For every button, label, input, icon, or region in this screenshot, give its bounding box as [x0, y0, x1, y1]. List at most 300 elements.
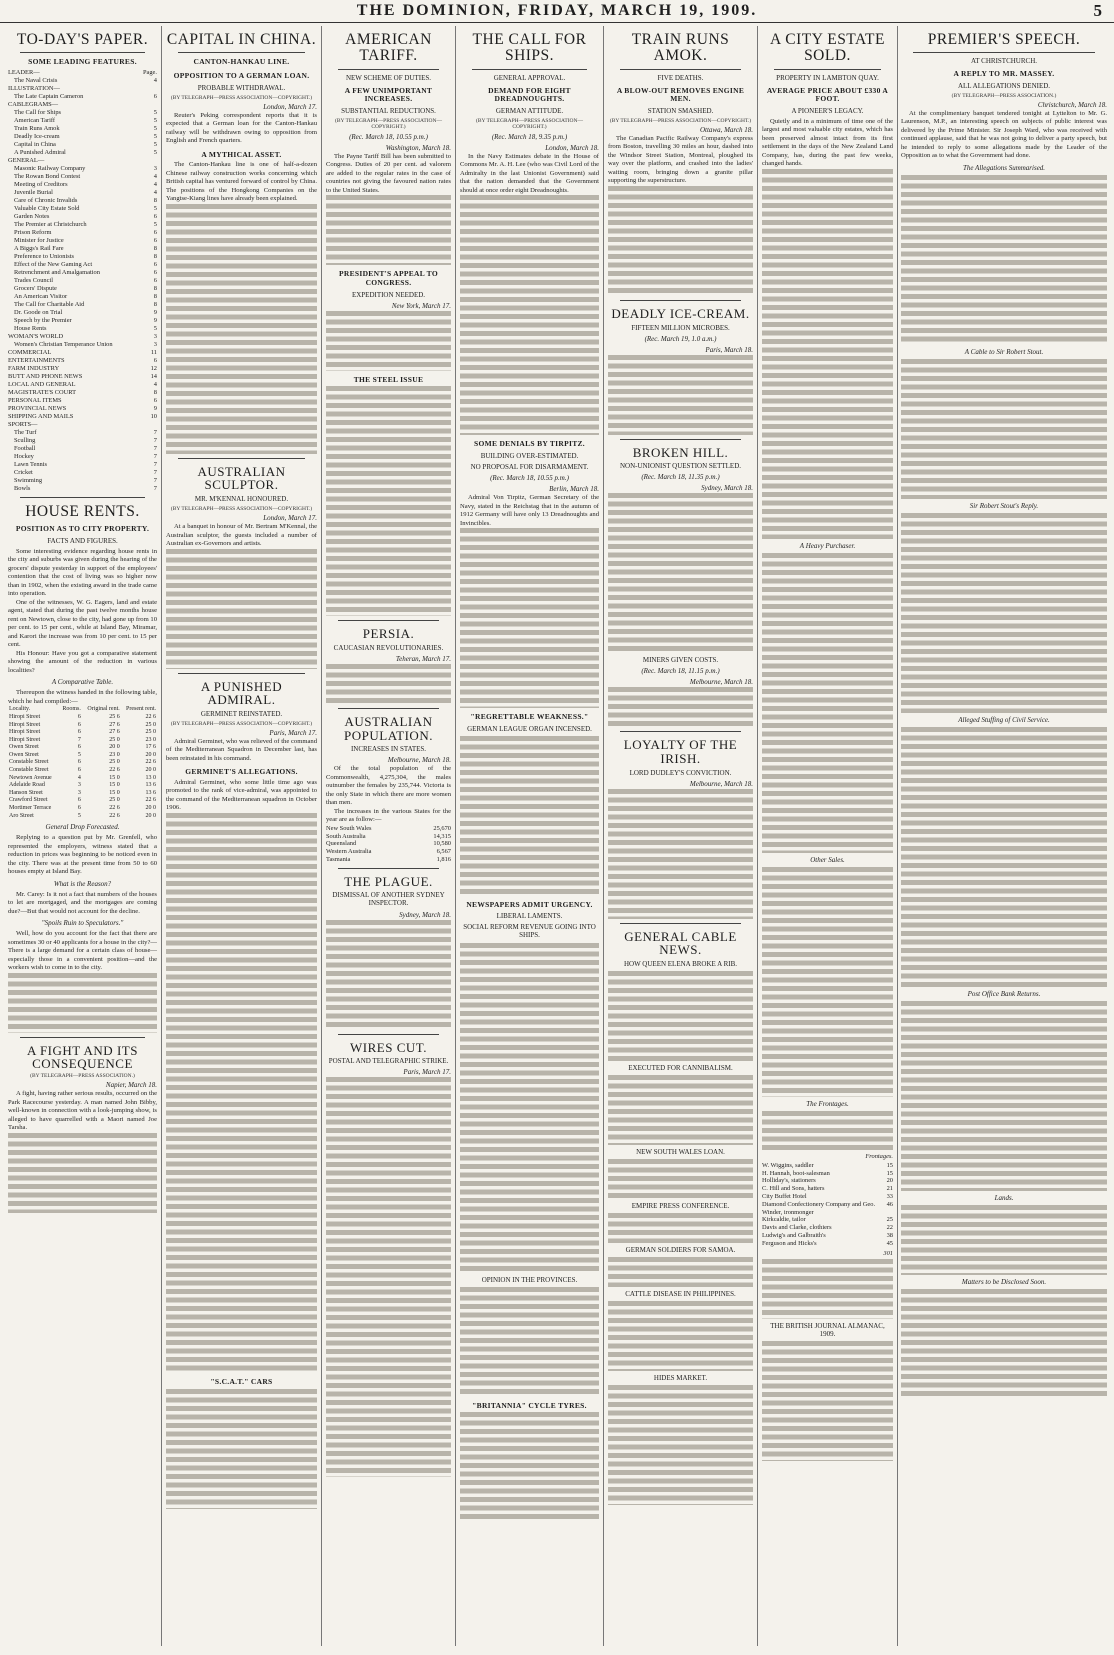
- toc-item-page: 4: [153, 76, 157, 84]
- fight-heading: A FIGHT AND ITS CONSEQUENCE: [27, 1042, 138, 1072]
- list-item-label: Tasmania: [326, 856, 351, 863]
- dateline: London, March 17.: [263, 514, 317, 523]
- table-row: [8, 805, 157, 813]
- toc-item: [8, 309, 157, 317]
- table-cell: Hiropi Street: [9, 736, 41, 743]
- article-text-block: [762, 1111, 893, 1151]
- toc-item-page: 10: [150, 412, 157, 420]
- toc-item-label: Trades Council: [14, 276, 53, 284]
- table-cell: 13 0: [145, 774, 156, 781]
- table-cell: Crawford Street: [9, 797, 48, 804]
- article-text-block: [460, 195, 599, 435]
- toc-item: [8, 149, 157, 157]
- table-row: [8, 722, 157, 730]
- australian-population-heading: AUSTRALIAN POPULATION.: [344, 713, 433, 743]
- table-row: [8, 813, 157, 821]
- toc-item-label: PROVINCIAL NEWS: [8, 404, 67, 412]
- toc-item-page: 7: [153, 468, 157, 476]
- toc-item-page: 5: [153, 220, 157, 228]
- column-4: [456, 26, 604, 1646]
- table-cell: 6: [77, 805, 81, 812]
- article-text-block: [762, 1259, 893, 1319]
- table-cell: 25 0: [145, 721, 156, 728]
- house-rents-heading: HOUSE RENTS.: [25, 502, 140, 520]
- toc-item: [8, 77, 157, 85]
- table-cell: 6: [77, 759, 81, 766]
- call-for-ships-heading: THE CALL FOR SHIPS.: [472, 31, 587, 65]
- toc-item-page: 5: [153, 108, 157, 116]
- subheading: EXECUTED FOR CANNIBALISM.: [628, 1063, 733, 1072]
- masthead-title: THE DOMINION, FRIDAY, MARCH 19, 1909.: [356, 2, 758, 19]
- toc-item: [8, 453, 157, 461]
- article-text-block: [901, 1205, 1107, 1275]
- toc-item-label: Masonic Railway Company: [14, 164, 86, 172]
- subheading: CATTLE DISEASE IN PHILIPPINES.: [625, 1290, 736, 1299]
- table-row: [8, 775, 157, 783]
- dateline: Sydney, March 18.: [701, 484, 753, 493]
- dateline: London, March 17.: [263, 102, 317, 111]
- article-paragraph: In the Navy Estimates debate in the House of Commons Mr. A. H. Lee (who was Civil Lord of the Admiralty in the last Unionist Government) said that the nation demanded that the Government should at once order eight Dreadnoughts.: [460, 152, 599, 194]
- subheading: NEW SCHEME OF DUTIES.: [345, 73, 432, 82]
- subheading: MR. M'KENNAL HONOURED.: [194, 494, 289, 503]
- table-cell: 22 6: [145, 759, 156, 766]
- toc-item: [8, 269, 157, 277]
- toc-item-label: House Rents: [14, 324, 47, 332]
- toc-item-label: Bowls: [14, 484, 31, 492]
- column-3: [322, 26, 456, 1646]
- toc-item: [8, 125, 157, 133]
- dateline: Teheran, March 17.: [395, 654, 451, 663]
- credit-line: (BY TELEGRAPH—PRESS ASSOCIATION.): [951, 92, 1057, 99]
- list-item-value: 38: [886, 1232, 893, 1240]
- divider: [178, 52, 305, 53]
- toc-item-page: 8: [153, 388, 157, 396]
- toc-item-page: 6: [153, 228, 157, 236]
- table-row: [8, 752, 157, 760]
- table-cell: Aro Street: [9, 812, 34, 819]
- page-number: 5: [1093, 1, 1104, 20]
- table-cell: 20 0: [145, 751, 156, 758]
- list-item-label: City Buffet Hotel: [762, 1193, 807, 1201]
- table-cell: 25 0: [145, 729, 156, 736]
- column-5: [604, 26, 758, 1646]
- toc-item-page: 8: [153, 284, 157, 292]
- received-line: (Rec. March 18, 9.35 p.m.): [491, 132, 568, 141]
- house-rents-subheading-2: FACTS AND FIGURES.: [47, 536, 118, 545]
- divider: [913, 52, 1095, 53]
- toc-item-label: MAGISTRATE'S COURT: [8, 388, 77, 396]
- toc-item: [8, 349, 157, 357]
- plague-heading: THE PLAGUE.: [344, 873, 433, 889]
- table-cell: 17 6: [145, 744, 156, 751]
- toc-item: [8, 221, 157, 229]
- list-item-value: 46: [886, 1200, 893, 1208]
- toc-item: [8, 141, 157, 149]
- table-cell: 13 6: [145, 782, 156, 789]
- table-row: [8, 767, 157, 775]
- table-cell: Mortimer Terrace: [9, 805, 52, 812]
- advert-heading: "S.C.A.T." CARS: [210, 1376, 273, 1386]
- dateline: Paris, March 17.: [269, 728, 317, 737]
- toc-item-label: Women's Christian Temperance Union: [14, 340, 113, 348]
- subheading: SUBSTANTIAL REDUCTIONS.: [341, 106, 436, 115]
- reason-heading: What is the Reason?: [53, 879, 112, 888]
- wires-cut-heading: WIRES CUT.: [350, 1039, 427, 1055]
- house-rents-paragraph: One of the witnesses, W. G. Eagers, land and estate agent, stated that during the past twelve months house rent on Newtown, close to the city, had gone up from 10 per cent. to 15 per cent., while at Island Bay, Miramar, and Karori the increase was from 10 per cent. to 15 per cent.: [8, 598, 157, 649]
- list-item-value: 33: [886, 1193, 893, 1201]
- list-item-label: Queensland: [326, 840, 357, 848]
- toc-item-page: 7: [153, 444, 157, 452]
- dateline: Washington, March 18.: [385, 143, 451, 152]
- toc-item-page: 5: [153, 324, 157, 332]
- toc-item: [8, 469, 157, 477]
- article-text-block: [901, 513, 1107, 713]
- list-item-value: 25,670: [433, 824, 451, 832]
- list-item-label: Holliday's, stationers: [762, 1177, 816, 1185]
- toc-item-label: Dr. Goode on Trial: [14, 308, 63, 316]
- toc-item: [8, 333, 157, 341]
- toc-item-page: 7: [153, 484, 157, 492]
- subheading: HOW QUEEN ELENA BROKE A RIB.: [623, 959, 738, 968]
- toc-item-page: 5: [153, 204, 157, 212]
- premiers-speech-article: [901, 26, 1107, 1646]
- list-item: [762, 1185, 893, 1193]
- article-paragraph: At a banquet in honour of Mr. Bertram M'Kennal, the Australian sculptor, the guests included a number of Australian ex-Governors and artists.: [166, 523, 317, 548]
- toc-item: [8, 477, 157, 485]
- toc-item: [8, 325, 157, 333]
- list-item-value: 25: [886, 1216, 893, 1224]
- rent-table-header-cell: Present rent.: [126, 706, 156, 713]
- toc-item-label: CABLEGRAMS—: [8, 100, 59, 108]
- list-item-label: Diamond Confectionery Company and Geo. Winder, ironmonger: [762, 1200, 876, 1216]
- toc-item: [8, 381, 157, 389]
- section-heading: THE STEEL ISSUE: [353, 374, 424, 384]
- toc-item-page: 8: [153, 252, 157, 260]
- toc-item-label: WOMAN'S WORLD: [8, 332, 64, 340]
- divider: [620, 731, 741, 732]
- section-heading: A Heavy Purchaser.: [799, 541, 856, 550]
- section-heading: SOME DENIALS BY TIRPITZ.: [474, 439, 585, 449]
- divider: [20, 497, 145, 498]
- toc-item-page: 4: [153, 172, 157, 180]
- received-line: (Rec. March 18, 10.55 p.m.): [490, 474, 569, 483]
- subheading: STATION SMASHED.: [647, 106, 714, 115]
- toc-item: [8, 205, 157, 213]
- table-cell: 5: [77, 751, 81, 758]
- table-cell: 6: [77, 721, 81, 728]
- list-item: [762, 1170, 893, 1178]
- toc-item-label: Meeting of Creditors: [14, 180, 68, 188]
- toc-item: [8, 213, 157, 221]
- table-of-contents: [8, 69, 157, 493]
- table-cell: 4: [77, 774, 81, 781]
- toc-item-page: 5: [153, 116, 157, 124]
- train-runs-amok-heading: TRAIN RUNS AMOK.: [631, 31, 730, 65]
- subheading: INCREASES IN STATES.: [350, 745, 427, 754]
- subheading: EMPIRE PRESS CONFERENCE.: [631, 1202, 730, 1211]
- frontages-list: [762, 1162, 893, 1248]
- advert-text-block: [460, 1412, 599, 1522]
- credit-line: (BY TELEGRAPH—PRESS ASSOCIATION—COPYRIGHT.): [170, 720, 313, 727]
- toc-item-label: Swimming: [14, 476, 43, 484]
- toc-item-label: FARM INDUSTRY: [8, 364, 60, 372]
- dateline: Paris, March 17.: [403, 1068, 451, 1077]
- article-paragraph: Admiral Germinet, who some little time ago was promoted to the rank of vice-admiral, was appointed to the command of the Mediterranean squadron in October 1906.: [166, 778, 317, 812]
- table-cell: Newtown Avenue: [9, 774, 52, 781]
- divider: [20, 52, 145, 53]
- table-cell: 25 6: [109, 713, 120, 720]
- toc-item: [8, 341, 157, 349]
- list-item-label: Ludwig's and Galbraith's: [762, 1232, 826, 1240]
- divider: [620, 69, 741, 70]
- toc-item-page: 8: [153, 244, 157, 252]
- toc-item-page: 6: [153, 396, 157, 404]
- toc-item-page: 3: [153, 332, 157, 340]
- section-heading: Sir Robert Stout's Reply.: [969, 501, 1039, 510]
- dateline: Sydney, March 18.: [399, 910, 451, 919]
- table-cell: 6: [77, 744, 81, 751]
- toc-item-label: Train Runs Amok: [14, 124, 60, 132]
- article-text-block: [608, 1159, 753, 1199]
- table-cell: 15 0: [109, 774, 120, 781]
- list-item-label: H. Hannah, boot-salesman: [762, 1169, 830, 1177]
- article-paragraph: The Canton-Hankau line is one of half-a-dozen Chinese railway construction works concerning which British capital has ventured forward of control by China. The positions of the Hongkong Companies on the Yangtse-Kiang lines have already been explained.: [166, 161, 317, 203]
- persia-heading: PERSIA.: [362, 626, 415, 642]
- toc-item-page: 4: [153, 380, 157, 388]
- divider: [338, 1034, 439, 1035]
- divider: [338, 69, 439, 70]
- toc-item: [8, 277, 157, 285]
- article-text-block: [460, 943, 599, 1273]
- table-cell: 22 6: [145, 713, 156, 720]
- dateline: Ottawa, March 18.: [699, 125, 753, 134]
- toc-item-label: LEADER—: [8, 68, 40, 76]
- list-item: [762, 1224, 893, 1232]
- section-heading: Other Sales.: [810, 855, 845, 864]
- toc-item-page: 11: [150, 348, 157, 356]
- house-rents-paragraph: Replying to a question put by Mr. Grenfell, who represented the employers, witness stated that a reduction in prices was beginning to be noticed even in the city. There was at the present time from 50 to 60 houses empty at Island Bay.: [8, 834, 157, 876]
- article-text-block: [608, 186, 753, 296]
- article-text-block: [326, 664, 451, 704]
- list-item: [326, 825, 451, 833]
- capital-in-china-heading: CAPITAL IN CHINA.: [166, 31, 317, 48]
- spoils-heading: "Spoils Ruin to Speculators.": [41, 919, 124, 928]
- subheading: BUILDING OVER-ESTIMATED.: [480, 452, 579, 460]
- subheading: GERMAN LEAGUE ORGAN INCENSED.: [467, 724, 592, 733]
- table-cell: 20 0: [145, 767, 156, 774]
- table-cell: 22 6: [109, 805, 120, 812]
- toc-item: [8, 93, 157, 101]
- todays-paper-heading: TO-DAY'S PAPER.: [16, 31, 149, 48]
- toc-item: [8, 485, 157, 493]
- credit-line: (BY TELEGRAPH—PRESS ASSOCIATION—COPYRIGHT.): [335, 117, 442, 130]
- list-item-label: Davis and Clarke, clothiers: [762, 1224, 832, 1232]
- toc-item-page: 9: [153, 308, 157, 316]
- house-rents-paragraph: Some interesting evidence regarding house rents in the city and suburbs was given during the hearing of the grocers' dispute yesterday in support of the employees' contention that the cost of living was so higher now than in 1902, when the existing award in the trade came into operation.: [8, 547, 157, 598]
- table-cell: 22 6: [109, 812, 120, 819]
- subheading: AT CHRISTCHURCH.: [971, 57, 1037, 66]
- toc-item-label: The Premier at Christchurch: [14, 220, 87, 228]
- subheading: EXPEDITION NEEDED.: [351, 290, 426, 299]
- premiers-speech-heading: PREMIER'S SPEECH.: [927, 31, 1081, 48]
- toc-item-label: BUTT AND PHONE NEWS: [8, 372, 83, 380]
- divider: [774, 69, 881, 70]
- subheading: AVERAGE PRICE ABOUT £330 A FOOT.: [766, 85, 889, 104]
- toc-item-label: An American Visitor: [14, 292, 68, 300]
- toc-item-page: 9: [153, 404, 157, 412]
- subheading: FIFTEEN MILLION MICROBES.: [631, 323, 730, 332]
- credit-line: (BY TELEGRAPH—PRESS ASSOCIATION—COPYRIGHT.): [170, 94, 313, 101]
- list-item-value: 1,816: [436, 856, 451, 863]
- toc-item-label: Football: [14, 444, 36, 452]
- list-item: [762, 1162, 893, 1170]
- punished-admiral-heading: A PUNISHED ADMIRAL.: [200, 678, 283, 708]
- article-text-block: [608, 1257, 753, 1287]
- column-1: [4, 26, 162, 1646]
- article-paragraph: Quietly and in a minimum of time one of the largest and most valuable city estates, which has been preserved almost intact from its first settlement in the days of the New Zealand Land Company, has, during the past few weeks, changed hands.: [762, 117, 893, 168]
- list-item: [762, 1240, 893, 1248]
- article-text-block: [901, 1001, 1107, 1191]
- toc-item-page: 6: [153, 236, 157, 244]
- toc-item-page: 7: [153, 428, 157, 436]
- fight-paragraph: A fight, having rather serious results, occurred on the Park Racecourse yesterday. A man named John Bibby, well-known in connection with a look-jumping show, is alleged to have quarrelled with a Maori named Joe Tarsha.: [8, 1090, 157, 1132]
- toc-item-page: 4: [153, 180, 157, 188]
- toc-item-label: Garden Notes: [14, 212, 50, 220]
- toc-item-page: 6: [153, 356, 157, 364]
- list-item-value: 20: [886, 1177, 893, 1185]
- toc-item-label: Grocers' Dispute: [14, 284, 57, 292]
- table-cell: 20 0: [145, 812, 156, 819]
- subheading: HIDES MARKET.: [653, 1374, 708, 1383]
- broken-hill-heading: BROKEN HILL.: [632, 444, 729, 460]
- table-cell: Owen Street: [9, 744, 39, 751]
- subheading: GERMAN ATTITUDE.: [495, 106, 564, 115]
- toc-item: [8, 157, 157, 165]
- section-heading: Lands.: [994, 1193, 1014, 1202]
- article-text-block: [326, 195, 451, 265]
- article-text-block: [460, 1287, 599, 1397]
- list-item-label: Kirkcaldie, tailor: [762, 1216, 806, 1224]
- toc-item: [8, 237, 157, 245]
- credit-line: (BY TELEGRAPH—PRESS ASSOCIATION—COPYRIGHT.): [609, 117, 752, 124]
- table-cell: 6: [77, 797, 81, 804]
- list-item-label: South Australia: [326, 832, 366, 840]
- dateline: Berlin, March 18.: [549, 485, 599, 494]
- toc-item: [8, 389, 157, 397]
- toc-item-label: Preference to Unionists: [14, 252, 74, 260]
- rent-table: [8, 706, 157, 820]
- list-item: [762, 1216, 893, 1224]
- subheading: GERMINET REINSTATED.: [200, 709, 283, 718]
- rent-table-header-cell: Original rent.: [87, 706, 120, 713]
- toc-item-label: Valuable City Estate Sold: [14, 204, 80, 212]
- table-cell: 27 6: [109, 729, 120, 736]
- section-heading: The Frontages.: [806, 1099, 849, 1108]
- divider: [178, 458, 305, 459]
- dateline: Napier, March 18.: [105, 1081, 157, 1090]
- article-text-block: [326, 920, 451, 1030]
- section-heading: The Allegations Summarised.: [962, 163, 1046, 172]
- advert-heading: THE BRITISH JOURNAL ALMANAC, 1909.: [770, 1321, 885, 1338]
- table-row: [8, 729, 157, 737]
- toc-item-page: 5: [153, 124, 157, 132]
- newspaper-columns: [4, 26, 1110, 1646]
- article-paragraph: At the complimentary banquet tendered tonight at Lyttelton to Mr. G. Laurenson, M.P., an interesting speech on subjects of public interest was delivered by the Prime Minister. Sir Joseph Ward, who was received with continued applause, said that he was not going to deliver a party speech, but he intended to reply to some allegations made by the Leader of the Opposition as to what the Government had done.: [901, 109, 1107, 160]
- divider: [338, 868, 439, 869]
- list-item: [762, 1201, 893, 1217]
- toc-item-label: The Late Captain Cameron: [14, 92, 84, 100]
- table-cell: 5: [77, 812, 81, 819]
- subheading: LORD DUDLEY'S CONVICTION.: [629, 768, 732, 777]
- table-cell: 6: [77, 713, 81, 720]
- toc-item-label: Speech by the Premier: [14, 316, 72, 324]
- article-text-block: [326, 386, 451, 616]
- table-row: [8, 759, 157, 767]
- section-heading: PRESIDENT'S APPEAL TO CONGRESS.: [339, 269, 438, 287]
- subheading: ALL ALLEGATIONS DENIED.: [957, 81, 1051, 90]
- dateline: Melbourne, March 18.: [689, 678, 753, 687]
- toc-item-label: Minister for Justice: [14, 236, 64, 244]
- list-item-label: Western Australia: [326, 848, 372, 856]
- divider: [472, 69, 587, 70]
- subheading: CAUCASIAN REVOLUTIONARIES.: [333, 643, 444, 652]
- table-cell: 25 0: [109, 759, 120, 766]
- toc-item-page: 5: [153, 140, 157, 148]
- toc-item: [8, 69, 157, 77]
- toc-item-page: 7: [153, 460, 157, 468]
- toc-item-label: The Rowan Bond Contest: [14, 172, 81, 180]
- toc-item-page: 7: [153, 436, 157, 444]
- general-drop-heading: General Drop Forecasted.: [45, 823, 120, 832]
- article-text-block: [901, 359, 1107, 499]
- rent-table-header: [8, 706, 157, 714]
- article-paragraph: The Canadian Pacific Railway Company's express from Boston, travelling 30 miles an hour, dashed into the Windsor Street Station, Montreal, ploughed its way over the platform, and crashed into the ladies' waiting room, bringing down a granite pillar supporting the superstructure.: [608, 134, 753, 185]
- table-cell: 6: [77, 767, 81, 774]
- section-heading: Alleged Stuffing of Civil Service.: [958, 715, 1050, 724]
- toc-item-label: SPORTS—: [8, 420, 38, 428]
- table-cell: Owen Street: [9, 751, 39, 758]
- toc-item: [8, 85, 157, 93]
- subheading: DEMAND FOR EIGHT DREADNOUGHTS.: [488, 85, 571, 104]
- list-item-value: 21: [886, 1185, 893, 1193]
- subheading: DISMISSAL OF ANOTHER SYDNEY INSPECTOR.: [332, 891, 445, 908]
- table-cell: 20 0: [145, 805, 156, 812]
- list-item-label: W. Wiggins, saddler: [762, 1161, 814, 1169]
- column-2: [162, 26, 322, 1646]
- subheading: LIBERAL LAMENTS.: [496, 912, 563, 921]
- table-cell: 15 0: [109, 789, 120, 796]
- subheading: A BLOW-OUT REMOVES ENGINE MEN.: [616, 85, 745, 104]
- subheading: GERMAN SOLDIERS FOR SAMOA.: [625, 1246, 736, 1255]
- toc-item: [8, 373, 157, 381]
- article-text-block: [608, 687, 753, 727]
- toc-item-label: COMMERCIAL: [8, 348, 52, 356]
- toc-item-label: Lawn Tennis: [14, 460, 47, 468]
- subheading: FIVE DEATHS.: [657, 73, 704, 82]
- toc-item-page: 6: [153, 276, 157, 284]
- article-paragraph: The increases in the various States for the year are as follow:—: [326, 807, 451, 824]
- toc-item-page: 5: [153, 132, 157, 140]
- received-line: (Rec. March 18, 10.55 p.m.): [349, 132, 428, 141]
- city-estate-sold-heading: A CITY ESTATE SOLD.: [770, 31, 885, 65]
- toc-item-label: Effect of the New Gaming Act: [14, 260, 93, 268]
- toc-item: [8, 101, 157, 109]
- subheading: A FEW UNIMPORTANT INCREASES.: [344, 85, 433, 104]
- article-text-block: [608, 971, 753, 1061]
- toc-item-page: Page.: [142, 68, 157, 76]
- table-cell: Adelaide Road: [9, 782, 45, 789]
- australian-sculptor-heading: AUSTRALIAN SCULPTOR.: [197, 463, 286, 493]
